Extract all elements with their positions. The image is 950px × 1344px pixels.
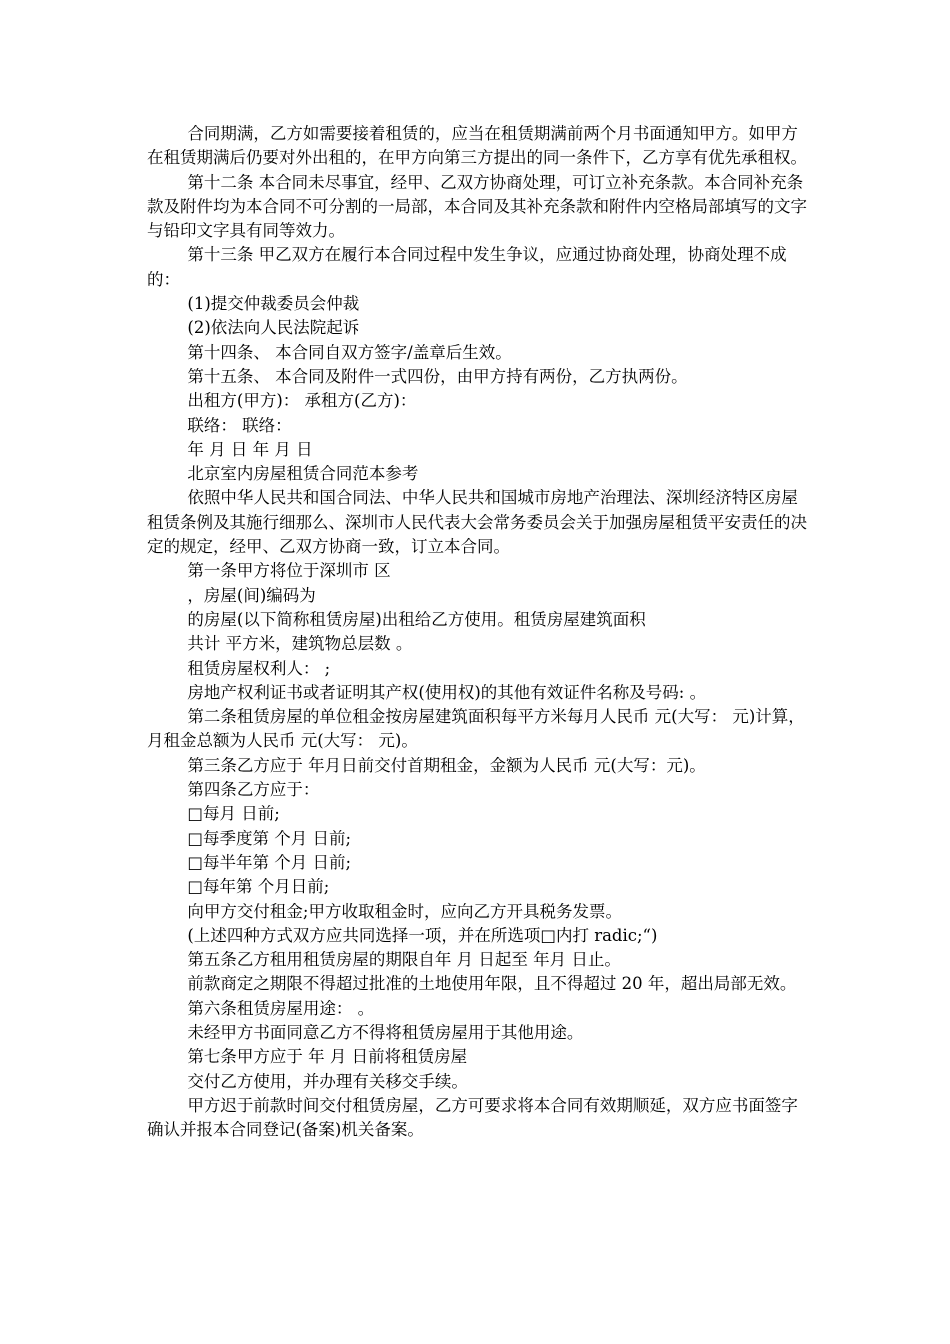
paragraph-article-5: 第五条乙方租用租赁房屋的期限自年 月 日起至 年月 日止。 — [187, 950, 621, 970]
paragraph-article-3: 第三条乙方应于 年月日前交付首期租金，金额为人民币 元(大写：元)。 — [187, 755, 706, 775]
option-half-yearly: □每半年第 个月 日前; — [187, 852, 352, 872]
paragraph-arbitration-option: (1)提交仲裁委员会仲裁 — [187, 294, 360, 314]
paragraph-area: 共计 平方米，建筑物总层数 。 — [187, 634, 413, 654]
document-body — [147, 122, 807, 1142]
paragraph-court-option: (2)依法向人民法院起诉 — [187, 318, 360, 338]
paragraph-term-limit: 前款商定之期限不得超过批准的土地使用年限，且不得超过 20 年，超出局部无效。 — [187, 974, 797, 994]
paragraph-delay-extension: 甲方迟于前款时间交付租赁房屋，乙方可要求将本合同有效期顺延，双方应书面签字确认并报本合同登记(备案)机关备案。 — [147, 1095, 798, 1140]
paragraph-parties: 出租方(甲方)： 承租方(乙方)： — [187, 391, 417, 411]
option-monthly: □每月 日前; — [187, 804, 280, 824]
paragraph-handover: 交付乙方使用，并办理有关移交手续。 — [187, 1071, 468, 1091]
paragraph-house-code: ，房屋(间)编码为 — [187, 585, 316, 605]
option-quarterly: □每季度第 个月 日前; — [187, 828, 352, 848]
paragraph-preamble: 依照中华人民共和国合同法、中华人民共和国城市房地产治理法、深圳经济特区房屋租赁条例及其施行细那么、深圳市人民代表大会常务委员会关于加强房屋租赁平安责任的决定的规定，经甲、乙双方协商一致，订立本合同。 — [147, 488, 807, 557]
paragraph-certificate: 房地产权利证书或者证明其产权(使用权)的其他有效证件名称及号码: 。 — [187, 682, 707, 702]
option-yearly: □每年第 个月日前; — [187, 877, 330, 897]
paragraph-article-1: 第一条甲方将位于深圳市 区 — [187, 561, 391, 581]
paragraph-article-13: 第十三条 甲乙双方在履行本合同过程中发生争议，应通过协商处理，协商处理不成的： — [147, 245, 787, 289]
section-title: 北京室内房屋租赁合同范本参考 — [187, 464, 419, 484]
paragraph-article-2: 第二条租赁房屋的单位租金按房屋建筑面积每平方米每月人民币 元(大写： 元)计算，月租金总额为人民币 元(大写： 元)。 — [147, 707, 805, 751]
paragraph-owner: 租赁房屋权利人： ; — [187, 658, 331, 678]
paragraph-rented-house: 的房屋(以下简称租赁房屋)出租给乙方使用。租赁房屋建筑面积 — [187, 609, 646, 629]
paragraph-article-15: 第十五条、 本合同及附件一式四份，由甲方持有两份，乙方执两份。 — [187, 366, 688, 386]
paragraph-usage-restriction: 未经甲方书面同意乙方不得将租赁房屋用于其他用途。 — [187, 1022, 584, 1042]
paragraph-article-6: 第六条租赁房屋用途： 。 — [187, 998, 375, 1018]
paragraph-article-14: 第十四条、 本合同自双方签字/盖章后生效。 — [187, 342, 512, 362]
paragraph-renewal-notice: 合同期满，乙方如需要接着租赁的，应当在租赁期满前两个月书面通知甲方。如甲方在租赁期满后仍要对外出租的，在甲方向第三方提出的同一条件下，乙方享有优先承租权。 — [147, 124, 807, 168]
paragraph-article-7: 第七条甲方应于 年 月 日前将租赁房屋 — [187, 1047, 468, 1067]
paragraph-contacts: 联络： 联络： — [187, 415, 292, 435]
paragraph-article-4: 第四条乙方应于： — [187, 780, 320, 800]
paragraph-choose-option: (上述四种方式双方应共同选择一项，并在所选项□内打 radic;“) — [187, 925, 658, 945]
paragraph-dates: 年 月 日 年 月 日 — [187, 439, 313, 459]
paragraph-pay-rent: 向甲方交付租金;甲方收取租金时，应向乙方开具税务发票。 — [187, 901, 622, 921]
paragraph-article-12: 第十二条 本合同未尽事宜，经甲、乙双方协商处理，可订立补充条款。本合同补充条款及附件均为本合同不可分割的一局部，本合同及其补充条款和附件内空格局部填写的文字与铅印文字具有同等效力。 — [147, 172, 807, 241]
